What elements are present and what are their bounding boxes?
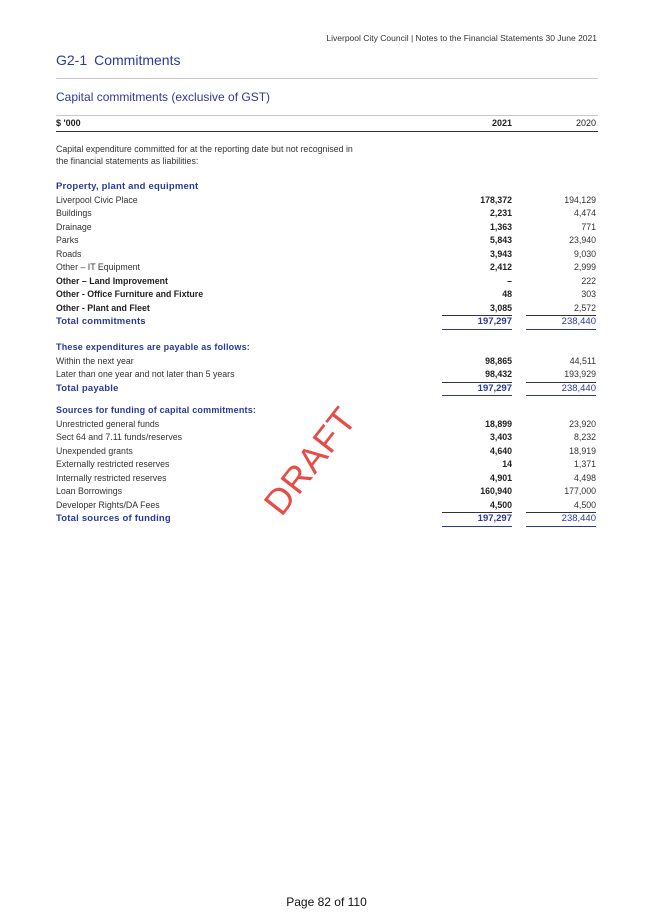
value-2021: 160,940 bbox=[480, 486, 512, 496]
payable-heading: These expenditures are payable as follows: bbox=[56, 342, 250, 352]
ppe-table bbox=[56, 180, 598, 329]
section-rule bbox=[56, 78, 598, 79]
value-2020: 193,929 bbox=[526, 368, 596, 383]
payable-table bbox=[56, 341, 598, 395]
value-2020: 44,511 bbox=[569, 355, 596, 366]
section-name: Commitments bbox=[94, 52, 181, 68]
page-number: Page 82 of 110 bbox=[286, 895, 367, 909]
value-2021: 98,865 bbox=[485, 355, 512, 366]
value-2021: 98,432 bbox=[442, 368, 512, 383]
value-2021: 2,412 bbox=[489, 262, 512, 272]
row-label: Liverpool Civic Place bbox=[56, 194, 138, 205]
subsection-rule bbox=[56, 115, 598, 116]
value-2021: 5,843 bbox=[489, 235, 512, 245]
section-number: G2-1 bbox=[56, 52, 88, 68]
row-label: Other - Office Furniture and Fixture bbox=[56, 289, 204, 299]
total-2021: 197,297 bbox=[442, 315, 512, 330]
row-label: Parks bbox=[56, 235, 79, 245]
value-2021: 4,640 bbox=[489, 445, 512, 456]
value-2020: 177,000 bbox=[564, 486, 596, 496]
value-2021: 4,901 bbox=[489, 472, 512, 483]
total-2021: 197,297 bbox=[442, 382, 512, 397]
row-label: Externally restricted reserves bbox=[56, 459, 170, 469]
year-2020-header: 2020 bbox=[575, 118, 596, 128]
value-2020: 18,919 bbox=[569, 445, 596, 456]
column-header bbox=[56, 118, 598, 132]
row-label: Other - Plant and Fleet bbox=[56, 302, 150, 313]
value-2020: 2,999 bbox=[573, 262, 596, 272]
value-2020: 1,371 bbox=[573, 459, 596, 469]
subsection-title: Capital commitments (exclusive of GST) bbox=[56, 90, 271, 104]
table-row bbox=[56, 261, 598, 275]
value-2020: 8,232 bbox=[573, 432, 596, 442]
value-2020: 4,498 bbox=[573, 472, 596, 483]
value-2021: 3,085 bbox=[442, 302, 512, 317]
value-2021: 2,231 bbox=[489, 208, 512, 218]
funding-heading: Sources for funding of capital commitments: bbox=[56, 405, 257, 415]
value-2021: 3,943 bbox=[489, 248, 512, 259]
value-2020: 194,129 bbox=[564, 194, 596, 205]
running-header: Liverpool City Council | Notes to the Financial Statements 30 June 2021 bbox=[326, 33, 597, 43]
row-label: Developer Rights/DA Fees bbox=[56, 499, 160, 510]
year-2021-header: 2021 bbox=[491, 118, 512, 128]
value-2021: 18,899 bbox=[485, 418, 512, 429]
row-label: Sect 64 and 7.11 funds/reserves bbox=[56, 432, 183, 442]
table-row bbox=[56, 302, 598, 316]
value-2021: – bbox=[507, 275, 512, 286]
row-label: Buildings bbox=[56, 208, 92, 218]
unit-label: $ '000 bbox=[56, 118, 81, 128]
value-2020: 222 bbox=[581, 275, 596, 286]
value-2021: 14 bbox=[502, 459, 512, 469]
row-label: Drainage bbox=[56, 221, 92, 232]
total-2021: 197,297 bbox=[442, 512, 512, 527]
table-row bbox=[56, 499, 598, 513]
row-label: Other – IT Equipment bbox=[56, 262, 140, 272]
value-2020: 4,474 bbox=[573, 208, 596, 218]
value-2020: 9,030 bbox=[573, 248, 596, 259]
total-2020: 238,440 bbox=[526, 382, 596, 397]
value-2020: 2,572 bbox=[526, 302, 596, 317]
total-label: Total sources of funding bbox=[56, 513, 171, 524]
total-row bbox=[56, 512, 598, 526]
table-row bbox=[56, 194, 598, 208]
value-2021: 4,500 bbox=[442, 499, 512, 514]
row-label: Internally restricted reserves bbox=[56, 472, 167, 483]
total-row bbox=[56, 315, 598, 329]
value-2021: 48 bbox=[502, 289, 512, 299]
table-row bbox=[56, 275, 598, 289]
total-label: Total commitments bbox=[56, 316, 146, 327]
value-2020: 303 bbox=[581, 289, 596, 299]
row-label: Unexpended grants bbox=[56, 445, 133, 456]
table-row bbox=[56, 234, 598, 248]
row-label: Loan Borrowings bbox=[56, 486, 123, 496]
row-label: Later than one year and not later than 5 years bbox=[56, 369, 235, 379]
row-label: Other – Land Improvement bbox=[56, 275, 168, 286]
row-label: Unrestricted general funds bbox=[56, 418, 160, 429]
table-row bbox=[56, 368, 598, 382]
section-title bbox=[56, 52, 180, 68]
value-2020: 23,920 bbox=[569, 418, 596, 429]
value-2020: 771 bbox=[581, 221, 596, 232]
total-2020: 238,440 bbox=[526, 315, 596, 330]
value-2020: 4,500 bbox=[526, 499, 596, 514]
table-row bbox=[56, 355, 598, 369]
table-row bbox=[56, 288, 598, 302]
table-row bbox=[56, 207, 598, 221]
row-label: Within the next year bbox=[56, 355, 134, 366]
value-2020: 23,940 bbox=[569, 235, 596, 245]
ppe-heading: Property, plant and equipment bbox=[56, 181, 199, 192]
total-2020: 238,440 bbox=[526, 512, 596, 527]
value-2021: 3,403 bbox=[489, 432, 512, 442]
intro-text: Capital expenditure committed for at the reporting date but not recognised in the financial statements as liabilities: bbox=[56, 144, 353, 166]
table-row bbox=[56, 248, 598, 262]
table-row bbox=[56, 221, 598, 235]
table-row bbox=[56, 485, 598, 499]
row-label: Roads bbox=[56, 248, 82, 259]
value-2021: 1,363 bbox=[489, 221, 512, 232]
value-2021: 178,372 bbox=[480, 194, 512, 205]
total-label: Total payable bbox=[56, 382, 119, 394]
total-row bbox=[56, 382, 598, 396]
draft-watermark: DRAFT bbox=[255, 398, 365, 523]
column-header-rule bbox=[56, 131, 598, 132]
